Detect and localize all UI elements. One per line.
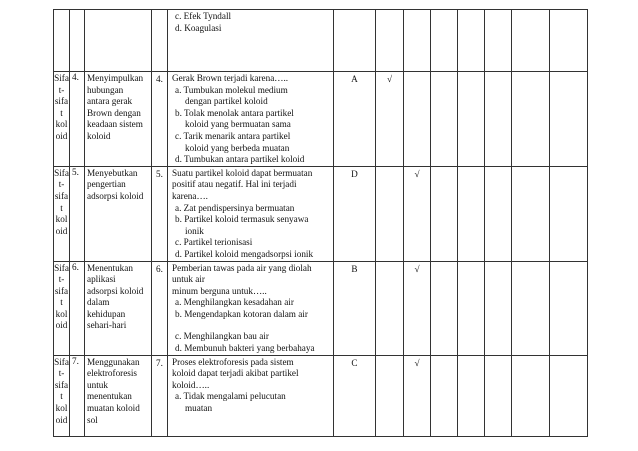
indicator-text: adsorpsi koloid xyxy=(87,190,144,201)
sifat-text: sifa xyxy=(54,285,69,296)
answer-key-cell xyxy=(334,72,376,167)
question-number-text: 5. xyxy=(156,168,163,179)
indicator-cell xyxy=(85,261,152,355)
sifat-text: t xyxy=(60,107,63,118)
check-cell xyxy=(404,355,431,436)
sifat-cell xyxy=(54,166,70,261)
question-number xyxy=(152,261,168,355)
check-cell xyxy=(376,166,404,261)
option-text: a. Menghilangkan kesadahan air xyxy=(175,297,294,308)
checkmark: √ xyxy=(414,263,420,274)
indicator-text: Menentukan xyxy=(87,262,133,273)
option-text: muatan xyxy=(185,403,213,414)
cell-empty xyxy=(376,10,404,72)
sifat-text: oid xyxy=(55,320,68,331)
question-text: koloid….. xyxy=(172,379,210,390)
answer-key-cell xyxy=(334,355,376,436)
check-cell xyxy=(458,72,485,167)
checkmark: √ xyxy=(386,74,393,84)
cell-empty xyxy=(512,10,550,72)
sifat-text: Sifa xyxy=(54,356,69,367)
answer-key-cell xyxy=(334,261,376,355)
option-text: koloid yang berbeda muatan xyxy=(185,142,290,153)
indicator-text: keadaan sistem xyxy=(87,119,143,130)
question-cell xyxy=(168,72,334,167)
checkmark: √ xyxy=(414,168,420,179)
question-number xyxy=(152,72,168,167)
answer-key-cell xyxy=(334,166,376,261)
indicator-text: adsorpsi koloid xyxy=(87,285,144,296)
indicator-number-text: 5. xyxy=(72,166,79,177)
indicator-text: Brown dengan xyxy=(87,107,141,118)
option-text: d. Koagulasi xyxy=(175,22,222,33)
indicator-cell xyxy=(85,166,152,261)
check-cell xyxy=(458,261,485,355)
check-cell xyxy=(458,166,485,261)
cell-empty xyxy=(431,10,458,72)
question-cell xyxy=(168,355,334,436)
check-cell xyxy=(512,72,550,167)
question-cell xyxy=(168,166,334,261)
check-cell xyxy=(485,72,512,167)
sifat-text: t- xyxy=(58,368,65,379)
question-number xyxy=(152,355,168,436)
table-row xyxy=(54,72,588,167)
sifat-text: t- xyxy=(58,179,65,190)
sifat-text: t xyxy=(60,391,63,402)
indicator-number xyxy=(70,166,85,261)
table-row xyxy=(54,261,588,355)
indicator-text: antara gerak xyxy=(87,96,133,107)
top-options-cell xyxy=(168,10,334,72)
check-cell xyxy=(550,166,588,261)
indicator-number-text: 4. xyxy=(72,72,79,82)
cell-empty xyxy=(404,10,431,72)
indicator-number-text: 6. xyxy=(72,261,79,272)
cell-empty xyxy=(54,10,70,72)
check-cell xyxy=(485,166,512,261)
check-cell xyxy=(431,355,458,436)
sifat-cell xyxy=(54,355,70,436)
check-cell xyxy=(404,72,431,167)
sifat-text: kol xyxy=(55,308,68,319)
check-cell xyxy=(458,355,485,436)
question-text: koloid dapat terjadi akibat partikel xyxy=(172,368,299,379)
question-text: Gerak Brown terjadi karena….. xyxy=(172,73,289,83)
sifat-text: Sifa xyxy=(54,73,69,83)
indicator-cell xyxy=(85,72,152,167)
check-cell xyxy=(550,72,588,167)
option-text: b. Mengendapkan kotoran dalam air xyxy=(175,308,308,319)
sifat-text: kol xyxy=(55,403,68,414)
question-number-text: 4. xyxy=(156,74,163,84)
indicator-number-text: 7. xyxy=(72,355,79,366)
sifat-text: oid xyxy=(55,130,68,141)
indicator-number xyxy=(70,355,85,436)
sifat-cell xyxy=(54,261,70,355)
question-text: minum berguna untuk….. xyxy=(172,285,267,296)
option-text: dengan partikel koloid xyxy=(185,96,268,107)
indicator-number xyxy=(70,72,85,167)
indicator-text: pengertian xyxy=(87,179,126,190)
indicator-text: muatan koloid xyxy=(87,403,140,414)
option-text: b. Partikel koloid termasuk senyawa xyxy=(175,214,309,225)
question-text: positif atau negatif. Hal ini terjadi xyxy=(172,179,297,190)
question-text: Proses elektroforesis pada sistem xyxy=(172,356,294,367)
indicator-text: untuk xyxy=(87,379,108,390)
check-cell xyxy=(404,261,431,355)
check-cell xyxy=(550,261,588,355)
indicator-text: aplikasi xyxy=(87,274,116,285)
check-cell xyxy=(431,261,458,355)
check-cell xyxy=(485,261,512,355)
check-cell xyxy=(512,355,550,436)
option-text: d. Tumbukan antara partikel koloid xyxy=(175,154,305,165)
cell-empty xyxy=(550,10,588,72)
option-text: d. Membunuh bakteri yang berbahaya xyxy=(175,343,315,354)
sifat-text: sifa xyxy=(54,379,69,390)
cell-empty xyxy=(85,10,152,72)
checkmark: √ xyxy=(414,357,420,368)
cell-empty xyxy=(152,10,168,72)
question-cell xyxy=(168,261,334,355)
question-text: Pemberian tawas pada air yang diolah xyxy=(172,262,312,273)
option-text: a. Tidak mengalami pelucutan xyxy=(175,391,286,402)
indicator-text: Menyimpulkan xyxy=(87,73,144,83)
sifat-text: t xyxy=(60,297,63,308)
sifat-text: kol xyxy=(55,214,68,225)
option-text: a. Zat pendispersinya bermuatan xyxy=(175,202,295,213)
indicator-number xyxy=(70,261,85,355)
check-cell xyxy=(485,355,512,436)
option-text: c. Menghilangkan bau air xyxy=(175,331,269,342)
cell-empty xyxy=(485,10,512,72)
question-text: untuk air xyxy=(172,274,205,285)
sifat-text: t- xyxy=(58,274,65,285)
indicator-text: hubungan xyxy=(87,84,124,95)
check-cell xyxy=(376,261,404,355)
option-text: b. Tolak menolak antara partikel xyxy=(175,107,294,118)
indicator-text: sehari-hari xyxy=(87,320,127,331)
assessment-table xyxy=(53,9,588,437)
option-text: ionik xyxy=(185,225,204,236)
table-row-top xyxy=(54,10,588,72)
blank-line xyxy=(172,320,329,331)
indicator-text: elektroforesis xyxy=(87,368,138,379)
sifat-text: t- xyxy=(58,84,65,95)
option-text: c. Partikel terionisasi xyxy=(175,237,253,248)
indicator-text: Menggunakan xyxy=(87,356,140,367)
question-number xyxy=(152,166,168,261)
indicator-cell xyxy=(85,355,152,436)
indicator-text: sol xyxy=(87,414,98,425)
sifat-text: t xyxy=(60,202,63,213)
sifat-text: oid xyxy=(55,414,68,425)
indicator-text: menentukan xyxy=(87,391,132,402)
table-row xyxy=(54,355,588,436)
answer-key-text: D xyxy=(351,168,358,179)
question-text: Suatu partikel koloid dapat bermuatan xyxy=(172,167,313,178)
check-cell xyxy=(376,355,404,436)
sifat-text: sifa xyxy=(54,96,69,107)
sifat-cell xyxy=(54,72,70,167)
check-cell xyxy=(431,72,458,167)
option-text: a. Tumbukan molekul medium xyxy=(175,84,288,95)
option-text: koloid yang bermuatan sama xyxy=(185,119,291,130)
question-number-text: 7. xyxy=(156,357,163,368)
answer-key-text: B xyxy=(351,263,358,274)
answer-key-text: A xyxy=(351,74,358,84)
check-cell xyxy=(376,72,404,167)
cell-empty xyxy=(458,10,485,72)
indicator-text: dalam xyxy=(87,297,110,308)
sifat-text: oid xyxy=(55,225,68,236)
table-row xyxy=(54,166,588,261)
sifat-text: kol xyxy=(55,119,68,130)
indicator-text: Menyebutkan xyxy=(87,167,138,178)
question-text: karena…. xyxy=(172,190,208,201)
check-cell xyxy=(404,166,431,261)
check-cell xyxy=(512,166,550,261)
question-number-text: 6. xyxy=(156,263,163,274)
indicator-text: koloid xyxy=(87,130,111,141)
check-cell xyxy=(431,166,458,261)
cell-empty xyxy=(70,10,85,72)
option-text: c. Efek Tyndall xyxy=(175,11,232,21)
option-text: d. Partikel koloid mengadsorpsi ionik xyxy=(175,248,314,259)
cell-empty xyxy=(334,10,376,72)
check-cell xyxy=(550,355,588,436)
answer-key-text: C xyxy=(351,357,358,368)
sifat-text: Sifa xyxy=(54,262,69,273)
sifat-text: Sifa xyxy=(54,167,69,178)
indicator-text: kehidupan xyxy=(87,308,126,319)
sifat-text: sifa xyxy=(54,190,69,201)
option-text: c. Tarik menarik antara partikel xyxy=(175,130,291,141)
check-cell xyxy=(512,261,550,355)
